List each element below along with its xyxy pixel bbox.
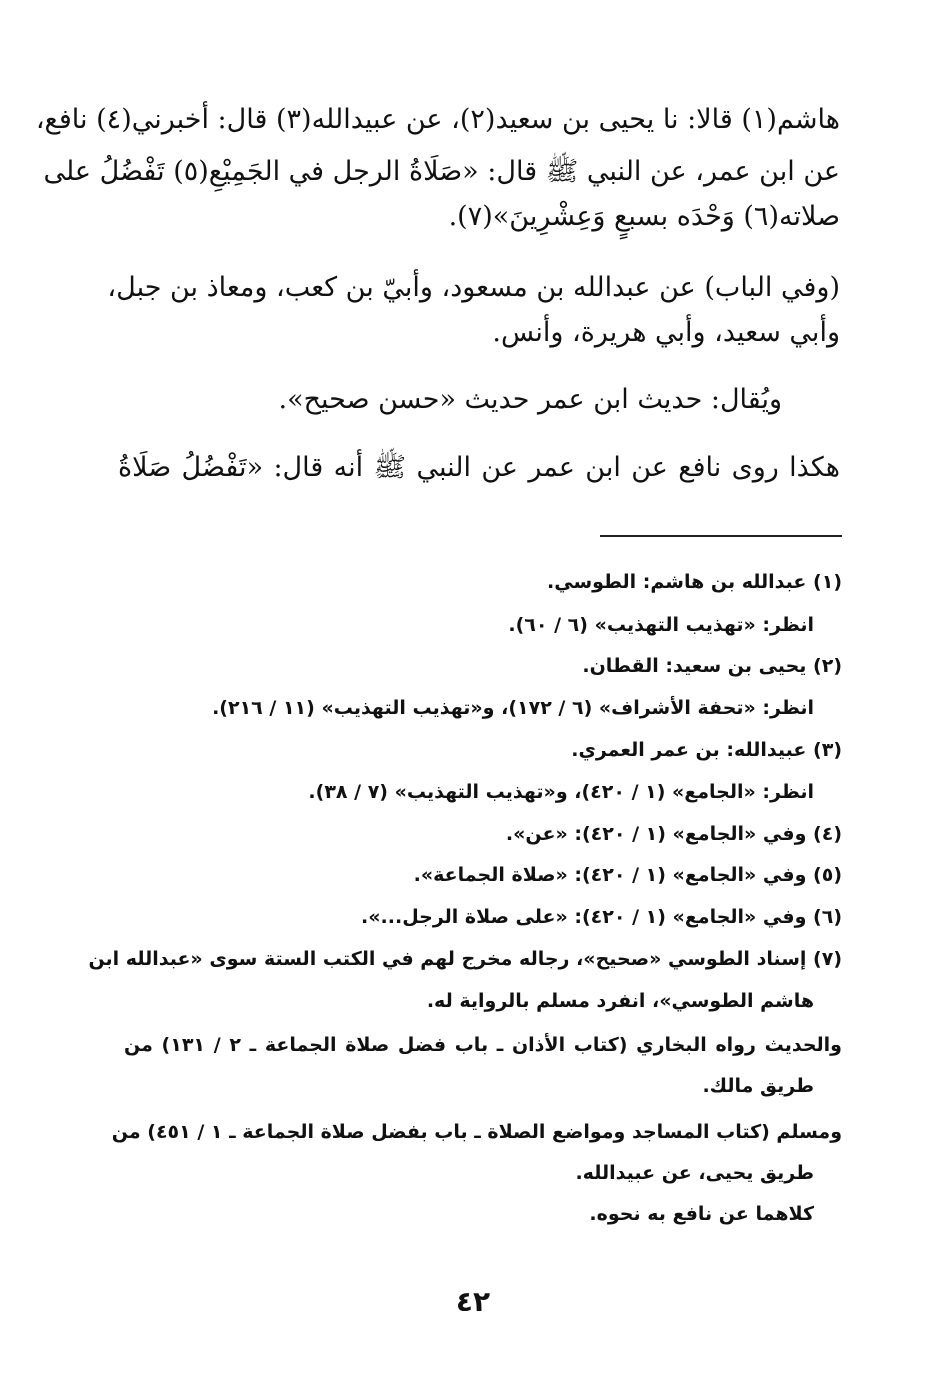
footnote-line: ومسلم (كتاب المساجد ومواضع الصلاة ـ باب بفضل صلاة الجماعة ـ ١ / ٤٥١) من <box>111 1121 842 1143</box>
body-line: وأبي سعيد، وأبي هريرة، وأنس. <box>492 317 840 348</box>
footnote-line: انظر: «تهذيب التهذيب» (٦ / ٦٠). <box>508 614 814 636</box>
footnote-line: كلاهما عن نافع به نحوه. <box>589 1203 814 1225</box>
body-line: صلاته(٦) وَحْدَه بسبعٍ وَعِشْرِينَ»(٧). <box>448 201 840 232</box>
body-line: هكذا روى نافع عن ابن عمر عن النبي ﷺ أنه قال: «تَفْضُلُ صَلَاةُ <box>118 452 840 483</box>
footnote-line: (٢) يحيى بن سعيد: القطان. <box>582 655 842 677</box>
footnote-line: هاشم الطوسي»، انفرد مسلم بالرواية له. <box>426 990 814 1012</box>
footnote-line: طريق يحيى، عن عبيدالله. <box>575 1162 814 1184</box>
footnote-line: (٥) وفي «الجامع» (١ / ٤٢٠): «صلاة الجماعة». <box>413 864 842 886</box>
body-line: (وفي الباب) عن عبدالله بن مسعود، وأبيّ بن كعب، ومعاذ بن جبل، <box>107 272 840 303</box>
footnote-line: (٣) عبيدالله: بن عمر العمري. <box>571 739 842 761</box>
footnote-line: (١) عبدالله بن هاشم: الطوسي. <box>547 571 842 593</box>
footnote-line: انظر: «الجامع» (١ / ٤٢٠)، و«تهذيب التهذيب» (٧ / ٣٨). <box>308 781 814 803</box>
footnote-separator <box>600 535 842 537</box>
body-line: ويُقال: حديث ابن عمر حديث «حسن صحيح». <box>278 384 782 415</box>
footnote-line: والحديث رواه البخاري (كتاب الأذان ـ باب فضل صلاة الجماعة ـ ٢ / ١٣١) من <box>124 1034 842 1056</box>
footnote-line: (٤) وفي «الجامع» (١ / ٤٢٠): «عن». <box>505 823 842 845</box>
footnote-line: (٦) وفي «الجامع» (١ / ٤٢٠): «على صلاة الرجل...». <box>361 906 842 928</box>
footnote-line: انظر: «تحفة الأشراف» (٦ / ١٧٢)، و«تهذيب التهذيب» (١١ / ٢١٦). <box>212 697 814 719</box>
footnote-line: (٧) إسناد الطوسي «صحيح»، رجاله مخرج لهم في الكتب الستة سوى «عبدالله ابن <box>88 948 842 970</box>
page-number: ٤٢ <box>455 1285 491 1318</box>
footnote-line: طريق مالك. <box>702 1075 814 1097</box>
body-line: عن ابن عمر، عن النبي ﷺ قال: «صَلَاةُ الرجل في الجَمِيْعِ(٥) تَفْضُلُ على <box>43 156 840 187</box>
body-line: هاشم(١) قالا: نا يحيى بن سعيد(٢)، عن عبيدالله(٣) قال: أخبرني(٤) نافع، <box>35 104 840 135</box>
